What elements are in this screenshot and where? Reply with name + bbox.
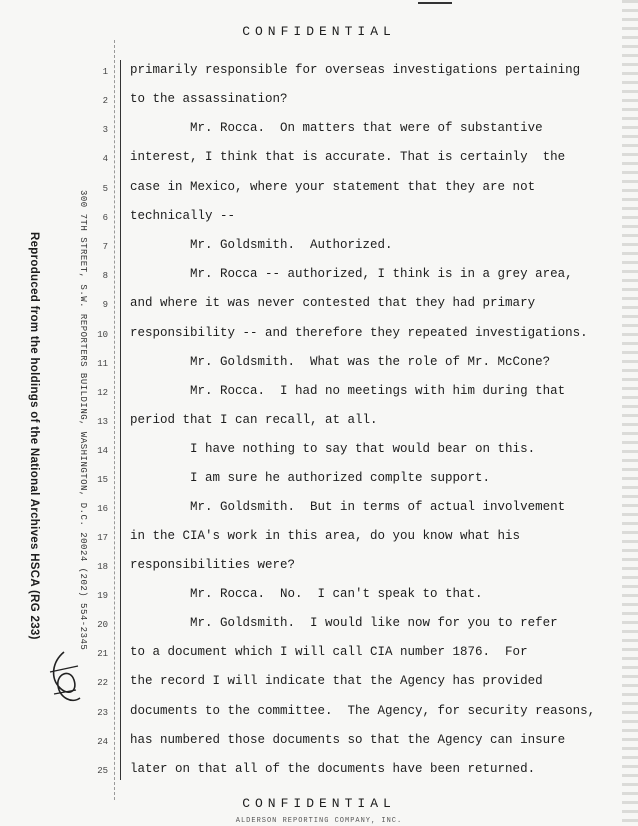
transcript-line — [0, 762, 638, 791]
transcript-line — [0, 674, 638, 703]
line-text: to the assassination? — [130, 92, 288, 106]
transcript-line — [0, 384, 638, 413]
line-number: 17 — [97, 533, 108, 543]
line-text: case in Mexico, where your statement that they are not — [130, 180, 536, 194]
line-text: to a document which I will call CIA number 1876. For — [130, 645, 528, 659]
line-text: Mr. Goldsmith. Authorized. — [130, 238, 393, 252]
line-number: 15 — [97, 475, 108, 485]
line-number: 3 — [102, 125, 108, 135]
line-text: interest, I think that is accurate. That is certainly the — [130, 150, 566, 164]
reporter-address: 300 7TH STREET, S.W. REPORTERS BUILDING, WASHINGTON, D.C. 20024 (202) 554-2345 — [78, 190, 88, 651]
line-number: 7 — [102, 242, 108, 252]
reporting-company-footer: ALDERSON REPORTING COMPANY, INC. — [235, 817, 403, 825]
confidential-header: CONFIDENTIAL — [242, 24, 396, 39]
line-text: responsibilities were? — [130, 558, 296, 572]
line-number: 16 — [97, 504, 108, 514]
line-number: 6 — [102, 213, 108, 223]
archive-reproduction-notice: Reproduced from the holdings of the National Archives HSCA (RG 233) — [28, 232, 40, 640]
transcript-line — [0, 442, 638, 471]
transcript-line — [0, 355, 638, 384]
line-text: and where it was never contested that they had primary — [130, 296, 536, 310]
line-text: period that I can recall, at all. — [130, 413, 378, 427]
line-number: 14 — [97, 446, 108, 456]
line-number: 13 — [97, 417, 108, 427]
line-number: 18 — [97, 562, 108, 572]
transcript-line — [0, 471, 638, 500]
line-text: has numbered those documents so that the Agency can insure — [130, 733, 566, 747]
line-text: Mr. Goldsmith. What was the role of Mr. McCone? — [130, 355, 551, 369]
line-number: 8 — [102, 271, 108, 281]
page-number-fragment — [418, 0, 452, 4]
transcript-line — [0, 63, 638, 92]
line-text: documents to the committee. The Agency, for security reasons, — [130, 704, 596, 718]
line-number: 25 — [97, 766, 108, 776]
transcript-line — [0, 180, 638, 209]
transcript-line — [0, 704, 638, 733]
line-number: 10 — [97, 330, 108, 340]
line-text: in the CIA's work in this area, do you know what his — [130, 529, 521, 543]
transcript-line — [0, 413, 638, 442]
line-number: 12 — [97, 388, 108, 398]
line-number: 24 — [97, 737, 108, 747]
transcript-line — [0, 238, 638, 267]
line-text: Mr. Goldsmith. But in terms of actual involvement — [130, 500, 566, 514]
line-number: 9 — [102, 300, 108, 310]
transcript-line — [0, 500, 638, 529]
line-number: 22 — [97, 678, 108, 688]
transcript-line — [0, 121, 638, 150]
transcript-line — [0, 587, 638, 616]
line-number: 2 — [102, 96, 108, 106]
transcript-line — [0, 326, 638, 355]
line-text: Mr. Rocca. On matters that were of substantive — [130, 121, 543, 135]
transcript-line — [0, 296, 638, 325]
transcript-line — [0, 733, 638, 762]
transcript-line — [0, 150, 638, 179]
line-number: 19 — [97, 591, 108, 601]
transcript-line — [0, 529, 638, 558]
line-text: the record I will indicate that the Agency has provided — [130, 674, 543, 688]
transcript-line — [0, 616, 638, 645]
line-number: 21 — [97, 649, 108, 659]
transcript-line — [0, 267, 638, 296]
line-number: 11 — [97, 359, 108, 369]
line-text: responsibility -- and therefore they repeated investigations. — [130, 326, 588, 340]
line-text: primarily responsible for overseas investigations pertaining — [130, 63, 581, 77]
line-number: 23 — [97, 708, 108, 718]
line-text: I am sure he authorized complte support. — [130, 471, 491, 485]
line-text: Mr. Rocca -- authorized, I think is in a grey area, — [130, 267, 573, 281]
line-text: technically -- — [130, 209, 236, 223]
line-text: later on that all of the documents have been returned. — [130, 762, 536, 776]
confidential-footer: CONFIDENTIAL — [242, 796, 396, 811]
transcript-line — [0, 558, 638, 587]
transcript-line — [0, 209, 638, 238]
line-number: 5 — [102, 184, 108, 194]
line-text: I have nothing to say that would bear on this. — [130, 442, 536, 456]
line-number: 4 — [102, 154, 108, 164]
transcript-line — [0, 92, 638, 121]
line-text: Mr. Rocca. No. I can't speak to that. — [130, 587, 483, 601]
line-number: 1 — [102, 67, 108, 77]
line-text: Mr. Goldsmith. I would like now for you to refer — [130, 616, 558, 630]
transcript-line — [0, 645, 638, 674]
line-number: 20 — [97, 620, 108, 630]
line-text: Mr. Rocca. I had no meetings with him during that — [130, 384, 566, 398]
